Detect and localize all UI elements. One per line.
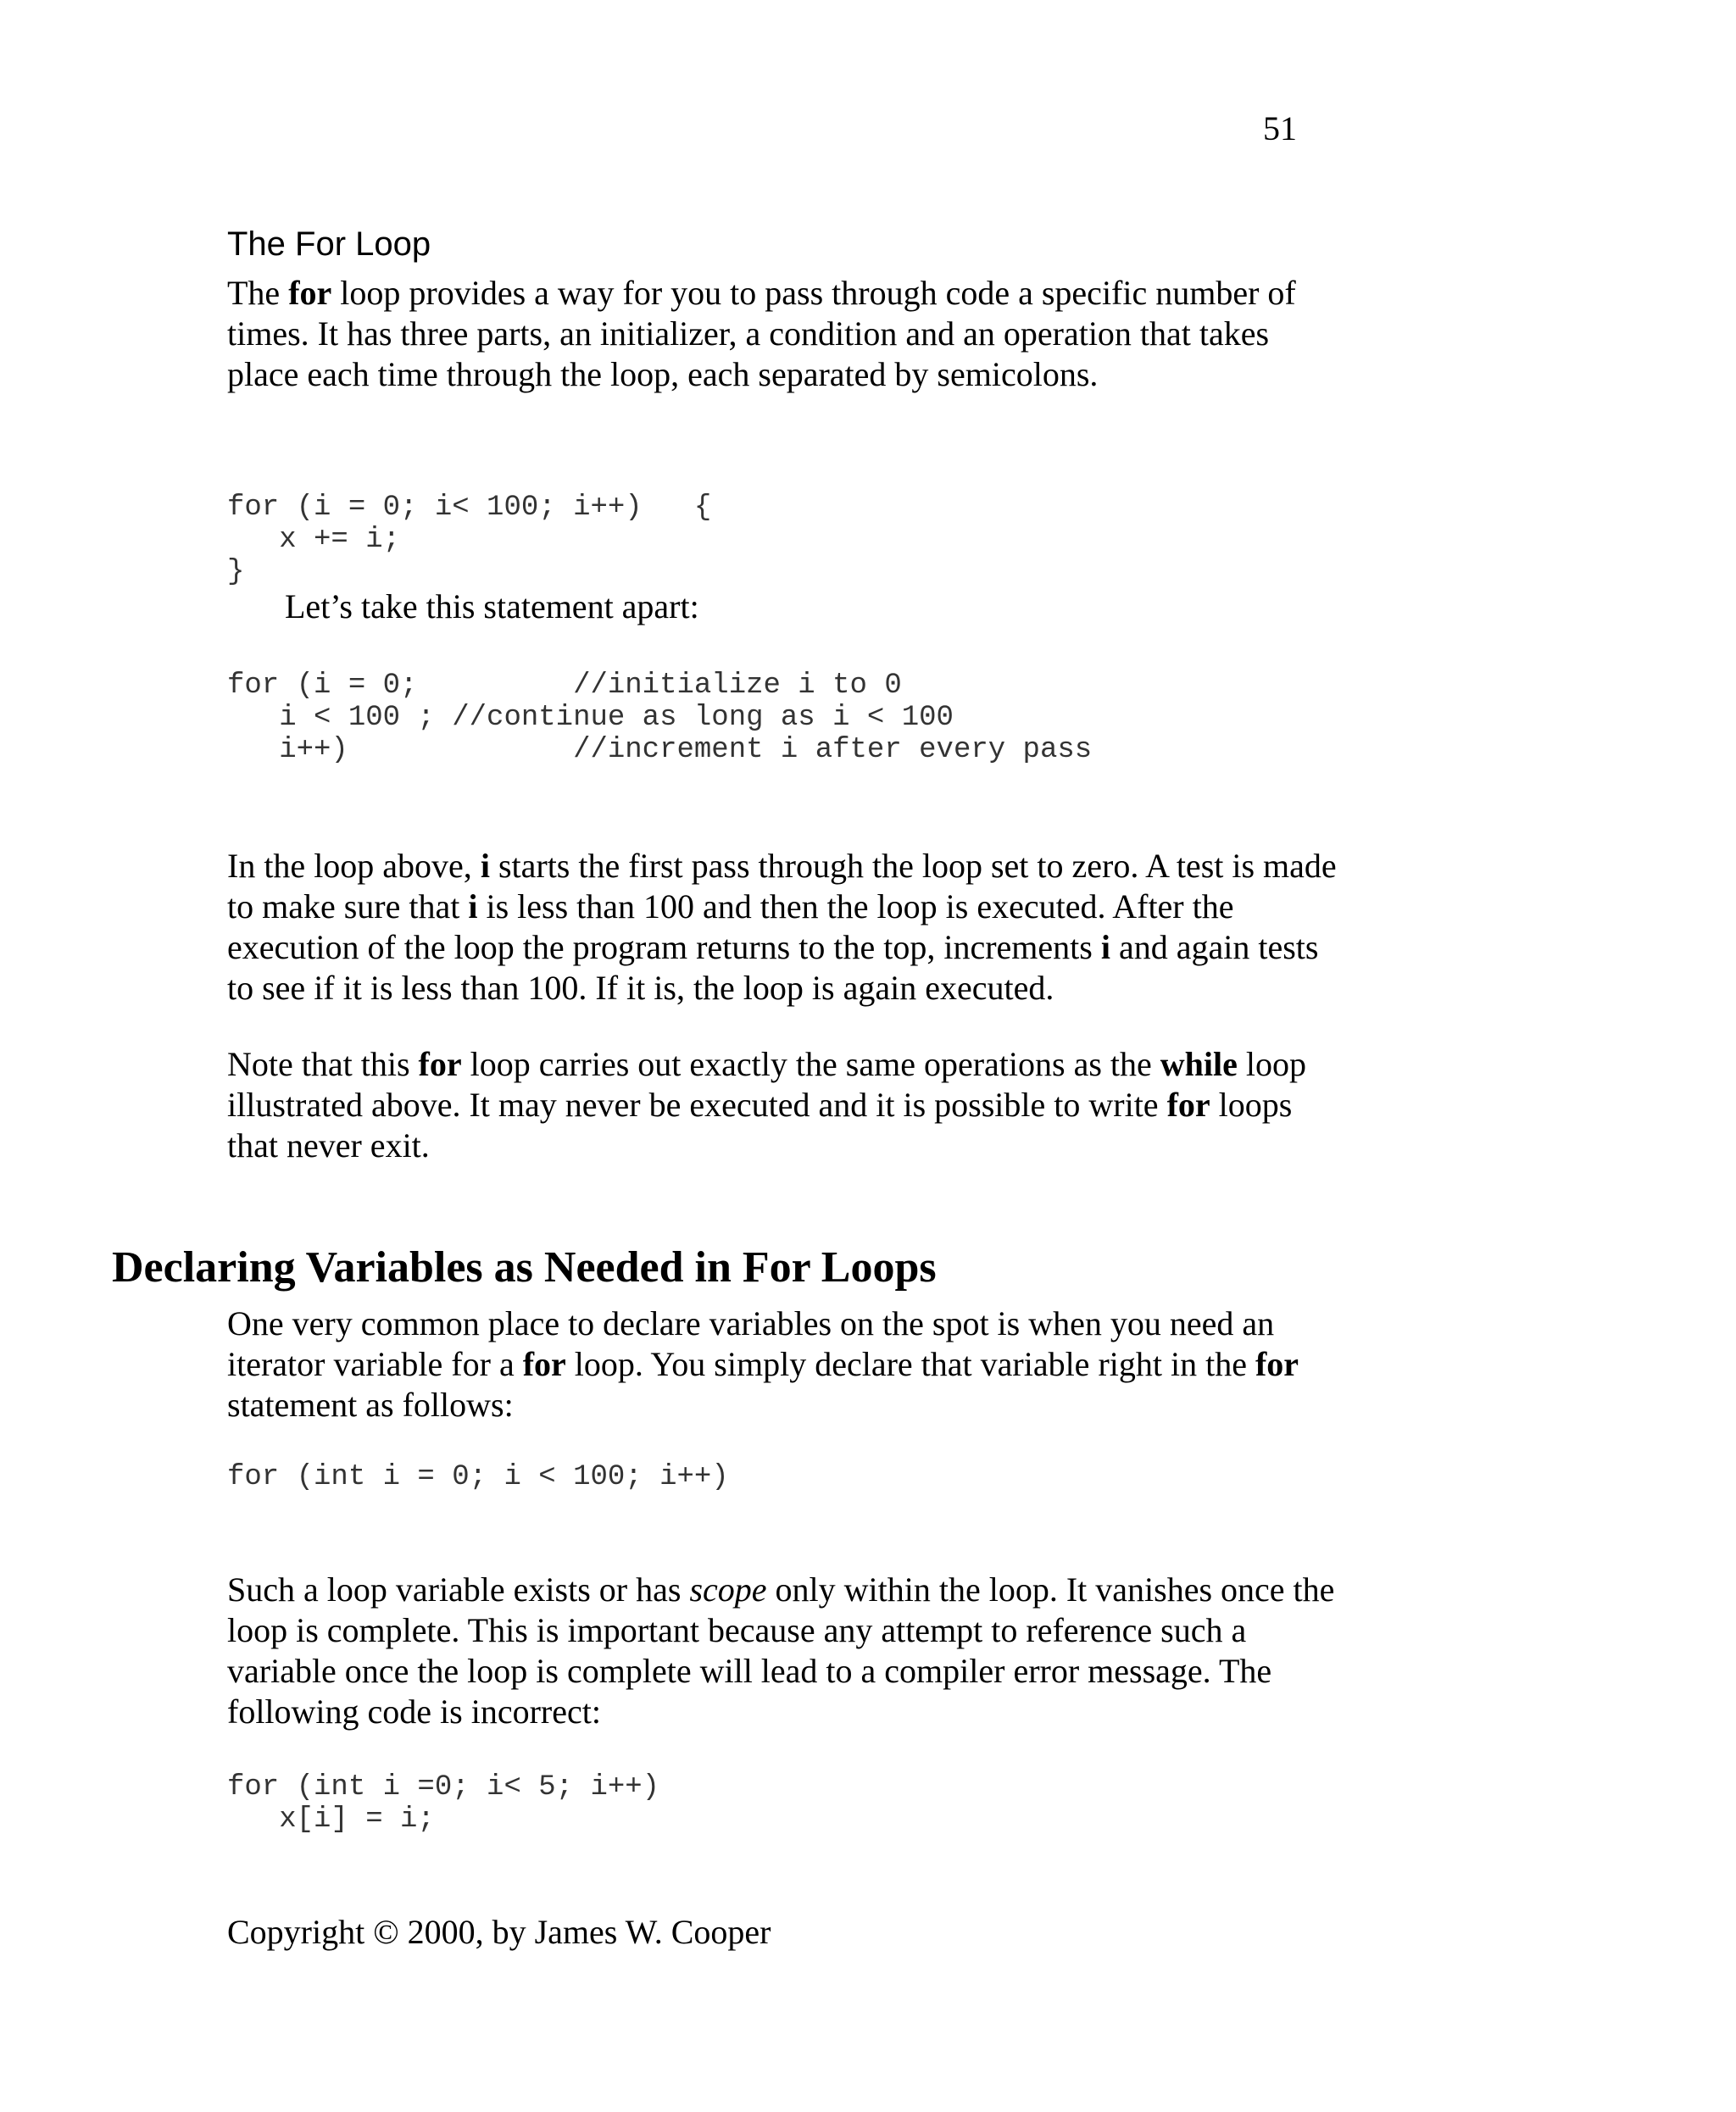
scope-paragraph: Such a loop variable exists or has scope only within the loop. It vanishes once the loop is complete. This is important because any attempt to reference such a variable once the loop is complete will lead to a compiler error message. The following code is incorrect: [227, 1570, 1335, 1731]
code-block-for-loop: for (i = 0; i< 100; i++) { x += i; } [227, 492, 712, 588]
loop-explanation-paragraph: In the loop above, i starts the first pass through the loop set to zero. A test is made to make sure that i is less than 100 and then the loop is executed. After the execution of the loop the program returns to the top, increments i and again tests to see if it is less than 100. If it is, the loop is again executed. [227, 847, 1337, 1007]
copyright-footer: Copyright © 2000, by James W. Cooper [227, 1913, 771, 1951]
code-block-annotated: for (i = 0; //initialize i to 0 i < 100 ; //continue as long as i < 100 i++) //increment i after every pass [227, 670, 1093, 766]
intro-paragraph: The for loop provides a way for you to pass through code a specific number of times. It has three parts, an initializer, a condition and an operation that takes place each time through the loop, each separated by semicolons. [227, 274, 1296, 393]
section-title: The For Loop [227, 225, 431, 263]
heading-declaring-variables: Declaring Variables as Needed in For Loops [112, 1243, 937, 1292]
code-block-incorrect: for (int i =0; i< 5; i++) x[i] = i; [227, 1771, 660, 1836]
code-line-declare-in-for: for (int i = 0; i < 100; i++) [227, 1461, 729, 1493]
take-apart-text: Let’s take this statement apart: [285, 587, 699, 625]
page-number: 51 [1263, 109, 1297, 147]
note-paragraph: Note that this for loop carries out exactly the same operations as the while loop illustrated above. It may never be executed and it is possible to write for loops that never exit. [227, 1045, 1307, 1164]
declare-paragraph: One very common place to declare variables on the spot is when you need an iterator variable for a for loop. You simply declare that variable right in the for statement as follows: [227, 1304, 1299, 1424]
